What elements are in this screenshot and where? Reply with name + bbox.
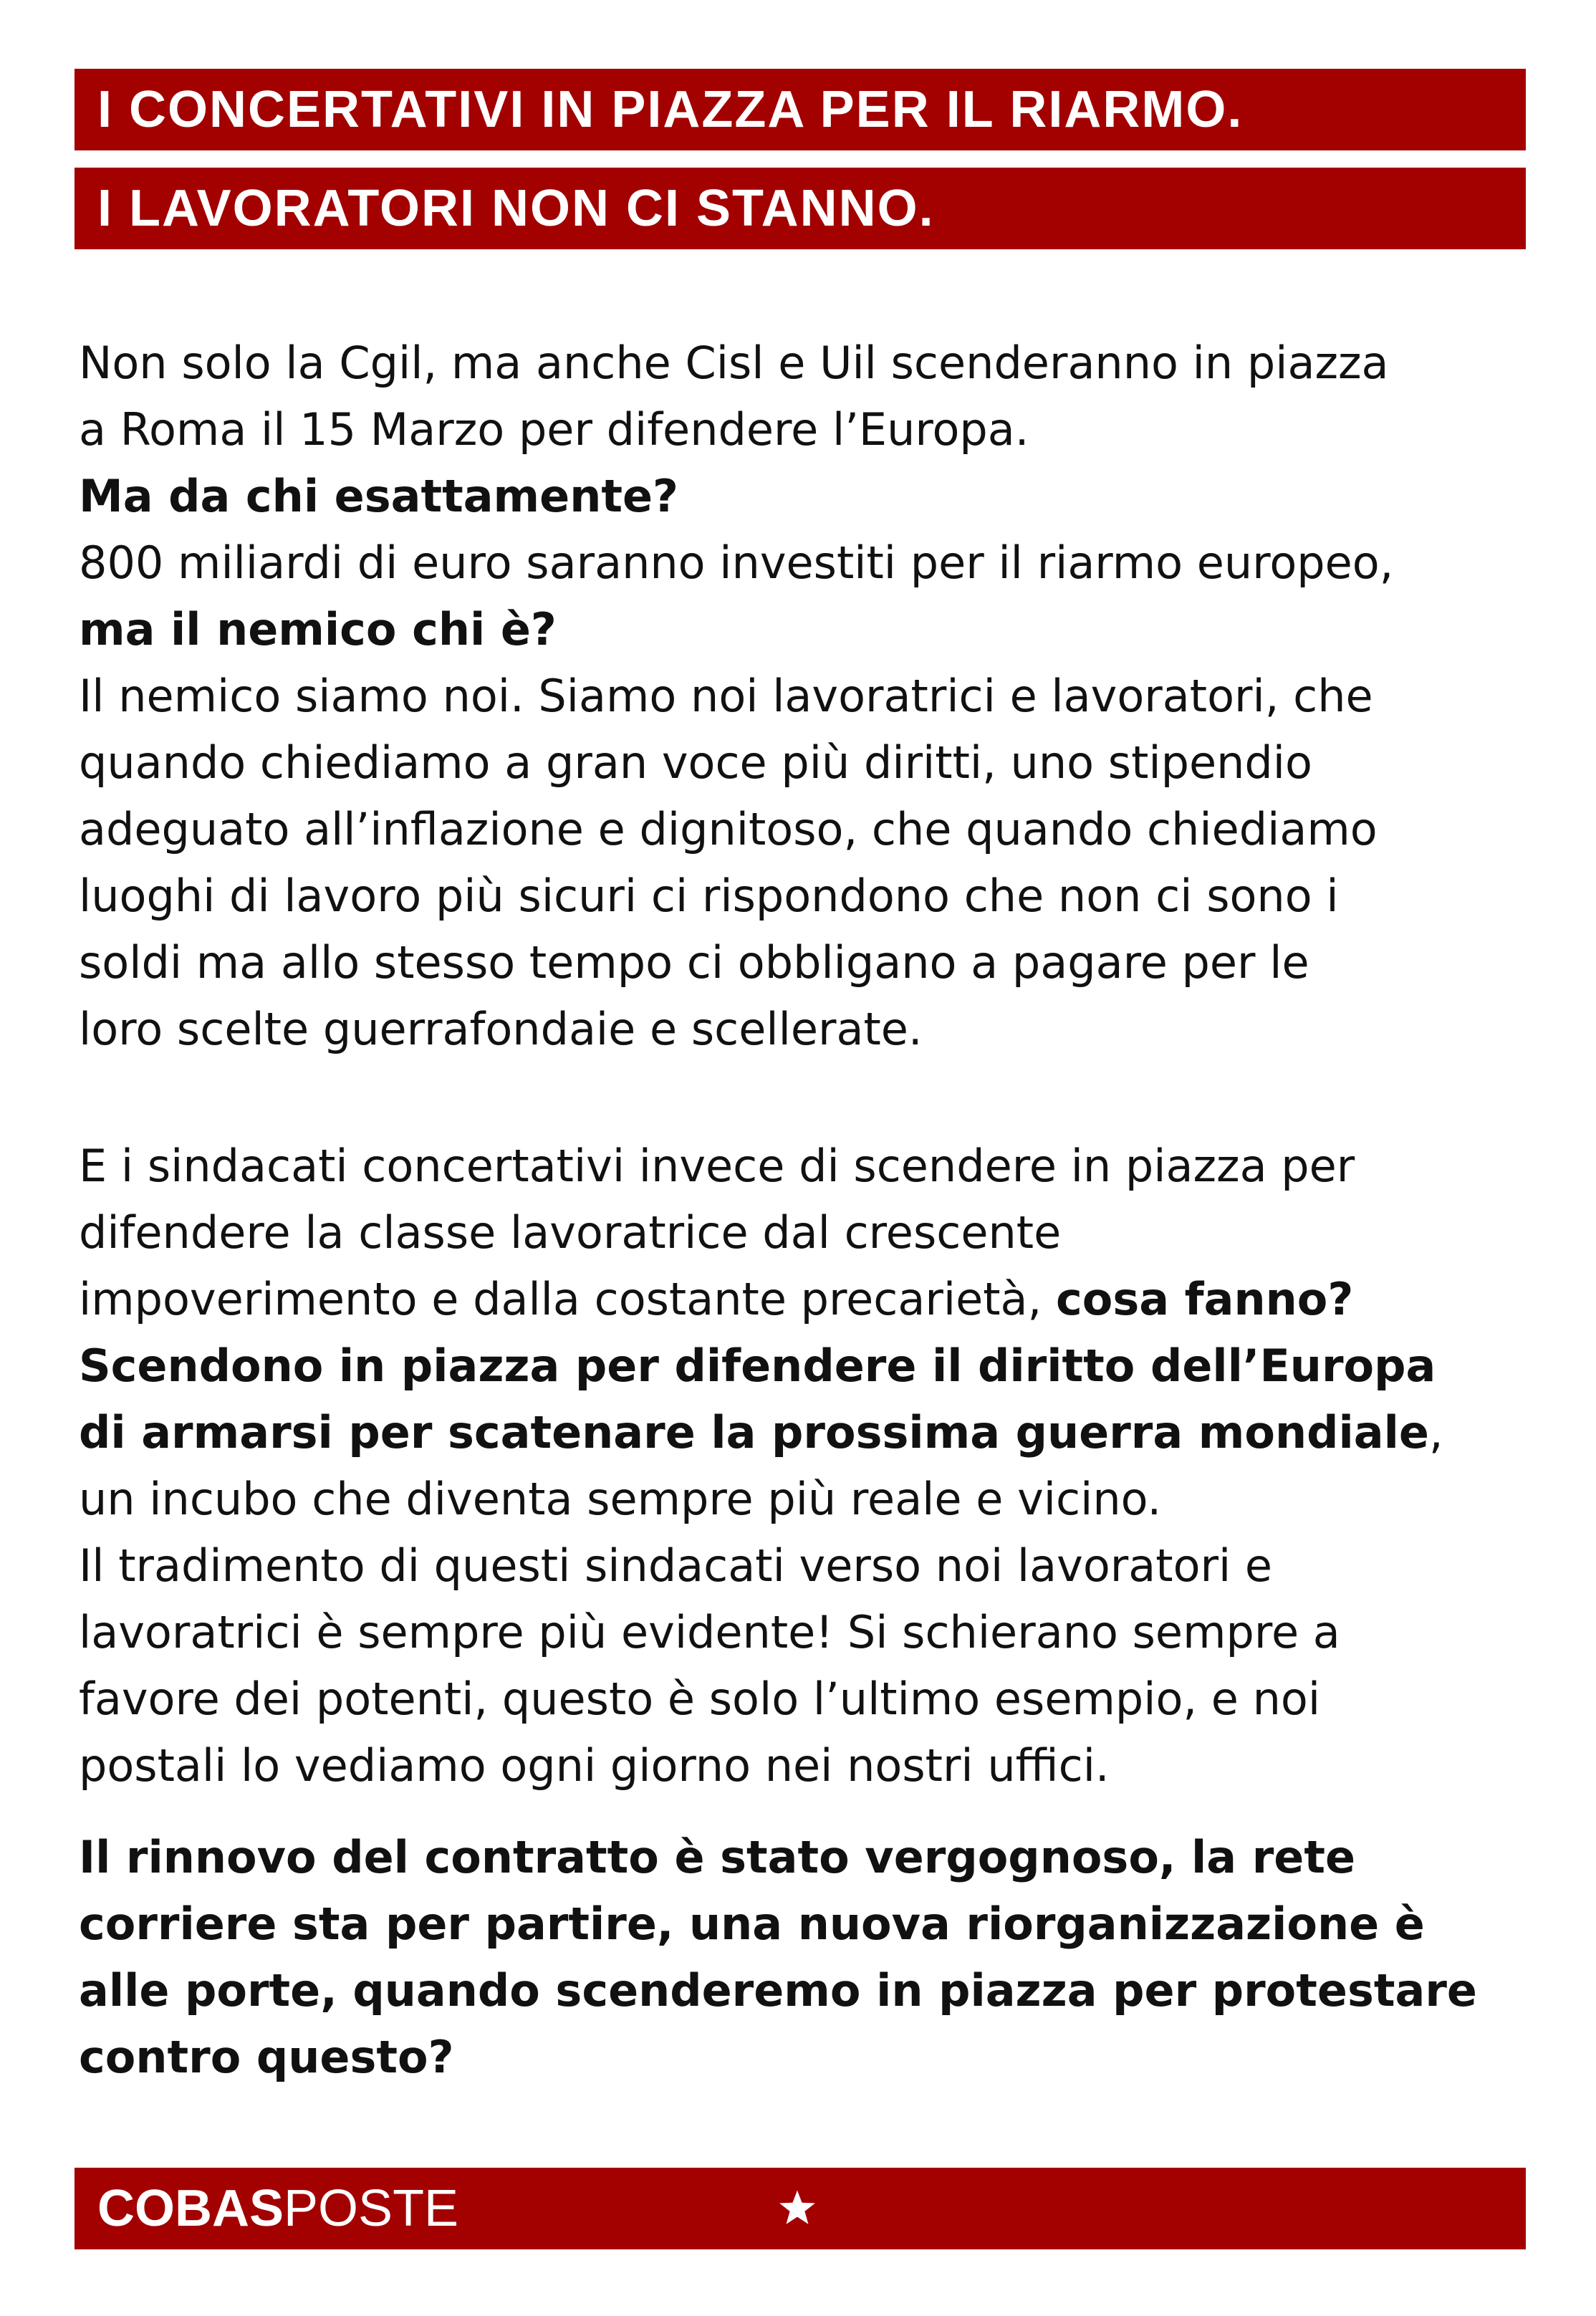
bold-statement: Il rinnovo del contratto è stato vergognoso, la rete <box>79 1831 1356 1883</box>
text-line: quando chiediamo a gran voce più diritti, uno stipendio <box>79 736 1312 789</box>
text-line: a Roma il 15 Marzo per difendere l’Europa. <box>79 403 1029 456</box>
bold-statement: corriere sta per partire, una nuova riorganizzazione è <box>79 1898 1425 1950</box>
bold-question: Ma da chi esattamente? <box>79 470 678 522</box>
star-icon <box>777 2188 818 2229</box>
text-line: Il tradimento di questi sindacati verso noi lavoratori e <box>79 1539 1273 1592</box>
text-line: soldi ma allo stesso tempo ci obbligano a pagare per le <box>79 936 1309 989</box>
bold-statement: alle porte, quando scenderemo in piazza per protestare <box>79 1964 1477 2017</box>
title-line-1 <box>74 69 1526 150</box>
text-line-mixed <box>79 1399 1526 1466</box>
text-line: difendere la classe lavoratrice dal crescente <box>79 1206 1062 1259</box>
paragraph-1 <box>79 330 1526 1062</box>
brand-logo <box>97 2179 458 2238</box>
text-line-bold <box>79 1957 1526 2024</box>
text-line-bold <box>79 596 1526 663</box>
text-line-bold <box>79 2024 1526 2090</box>
text-line: 800 miliardi di euro saranno investiti per il riarmo europeo, <box>79 537 1394 589</box>
text-line: lavoratrici è sempre più evidente! Si schierano sempre a <box>79 1606 1340 1658</box>
text-line-bold <box>79 1890 1526 1957</box>
paragraph-2 <box>79 1133 1526 1799</box>
text-line: Il nemico siamo noi. Siamo noi lavoratrici e lavoratori, che <box>79 670 1373 722</box>
text-line: Non solo la Cgil, ma anche Cisl e Uil scenderanno in piazza <box>79 337 1389 389</box>
text-line: adeguato all’inflazione e dignitoso, che quando chiediamo <box>79 803 1378 855</box>
title-line-2-text: I LAVORATORI NON CI STANNO. <box>97 180 935 237</box>
text-line: postali lo vediamo ogni giorno nei nostri uffici. <box>79 1739 1110 1792</box>
text-line: luoghi di lavoro più sicuri ci rispondono che non ci sono i <box>79 870 1339 922</box>
text-segment: , <box>1428 1406 1443 1459</box>
text-line: un incubo che diventa sempre più reale e vicino. <box>79 1473 1162 1525</box>
bold-statement: di armarsi per scatenare la prossima guerra mondiale <box>79 1406 1429 1459</box>
text-line-mixed <box>79 1266 1526 1332</box>
bold-statement: Scendono in piazza per difendere il diritto dell’Europa <box>79 1340 1436 1392</box>
bold-question: cosa fanno? <box>1055 1273 1354 1325</box>
text-line-bold <box>79 1332 1526 1399</box>
bold-statement: contro questo? <box>79 2031 454 2083</box>
text-line: E i sindacati concertativi invece di scendere in piazza per <box>79 1140 1355 1192</box>
brand-light: POSTE <box>284 2180 459 2237</box>
footer-banner <box>74 2168 1526 2249</box>
bold-question: ma il nemico chi è? <box>79 603 557 655</box>
text-segment: impoverimento e dalla costante precarietà, <box>79 1273 1056 1325</box>
text-line-bold <box>79 1824 1526 1890</box>
brand-bold: COBAS <box>97 2180 284 2237</box>
text-line: loro scelte guerrafondaie e scellerate. <box>79 1003 923 1055</box>
paragraph-3 <box>79 1824 1526 2090</box>
text-line-bold <box>79 463 1526 529</box>
text-line: favore dei potenti, questo è solo l’ultimo esempio, e noi <box>79 1673 1321 1725</box>
title-line-2 <box>74 168 1526 249</box>
title-line-1-text: I CONCERTATIVI IN PIAZZA PER IL RIARMO. <box>97 81 1244 138</box>
